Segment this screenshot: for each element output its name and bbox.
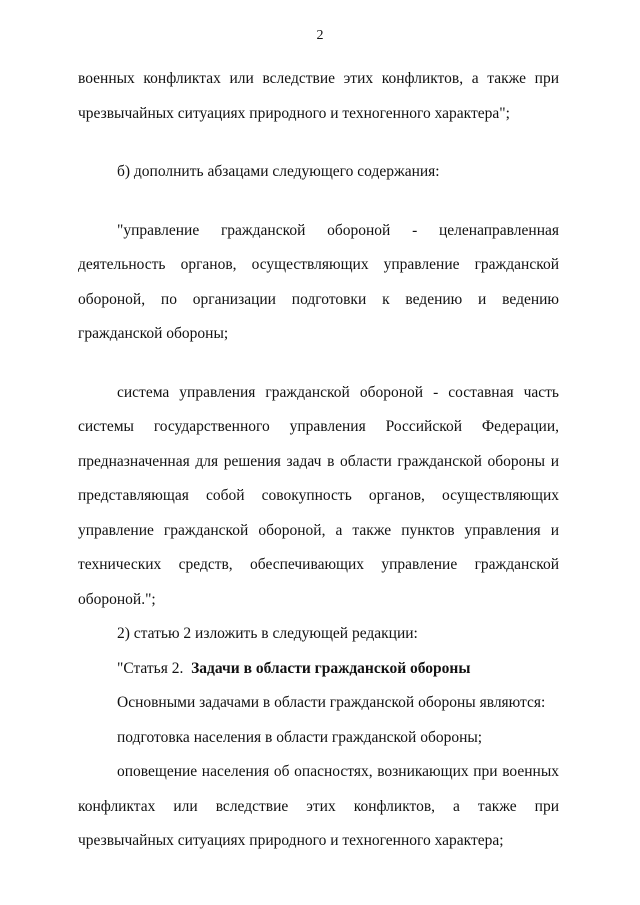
paragraph-amendment-b: б) дополнить абзацами следующего содержания:	[117, 163, 440, 180]
paragraph-definition-management-system: система управления гражданской обороной - составная часть системы государственного управления Российской Федерации, предназначенная для решения задач в области гражданской обороны и представляющая собой совокупность органов, осуществляющих управление гражданской обороной, а также пунктов управления и технических средств, обеспечивающих управление гражданской обороной.";	[78, 383, 559, 608]
article-heading	[78, 652, 559, 687]
paragraph-continuation: военных конфликтах или вследствие этих конфликтов, а также при чрезвычайных ситуациях природного и техногенного характера";	[78, 70, 559, 122]
page-number: 2	[316, 28, 324, 43]
article-number: "Статья 2.	[117, 659, 184, 677]
paragraph-definition-civil-defense-management: "управление гражданской обороной - целенаправленная деятельность органов, осуществляющих управление гражданской обороной, по организации подготовки к ведению и ведению гражданской обороны;	[78, 221, 559, 342]
paragraph-amendment-2: 2) статью 2 изложить в следующей редакции:	[117, 625, 418, 642]
document-body	[78, 62, 559, 859]
article-title: Задачи в области гражданской обороны	[191, 659, 471, 677]
paragraph-task-alerting: оповещение населения об опасностях, возникающих при военных конфликтах или вследствие этих конфликтов, а также при чрезвычайных ситуациях природного и техногенного характера;	[78, 763, 559, 849]
paragraph-task-training: подготовка населения в области гражданской обороны;	[117, 728, 483, 746]
paragraph-main-tasks: Основными задачами в области гражданской обороны являются:	[117, 694, 546, 711]
